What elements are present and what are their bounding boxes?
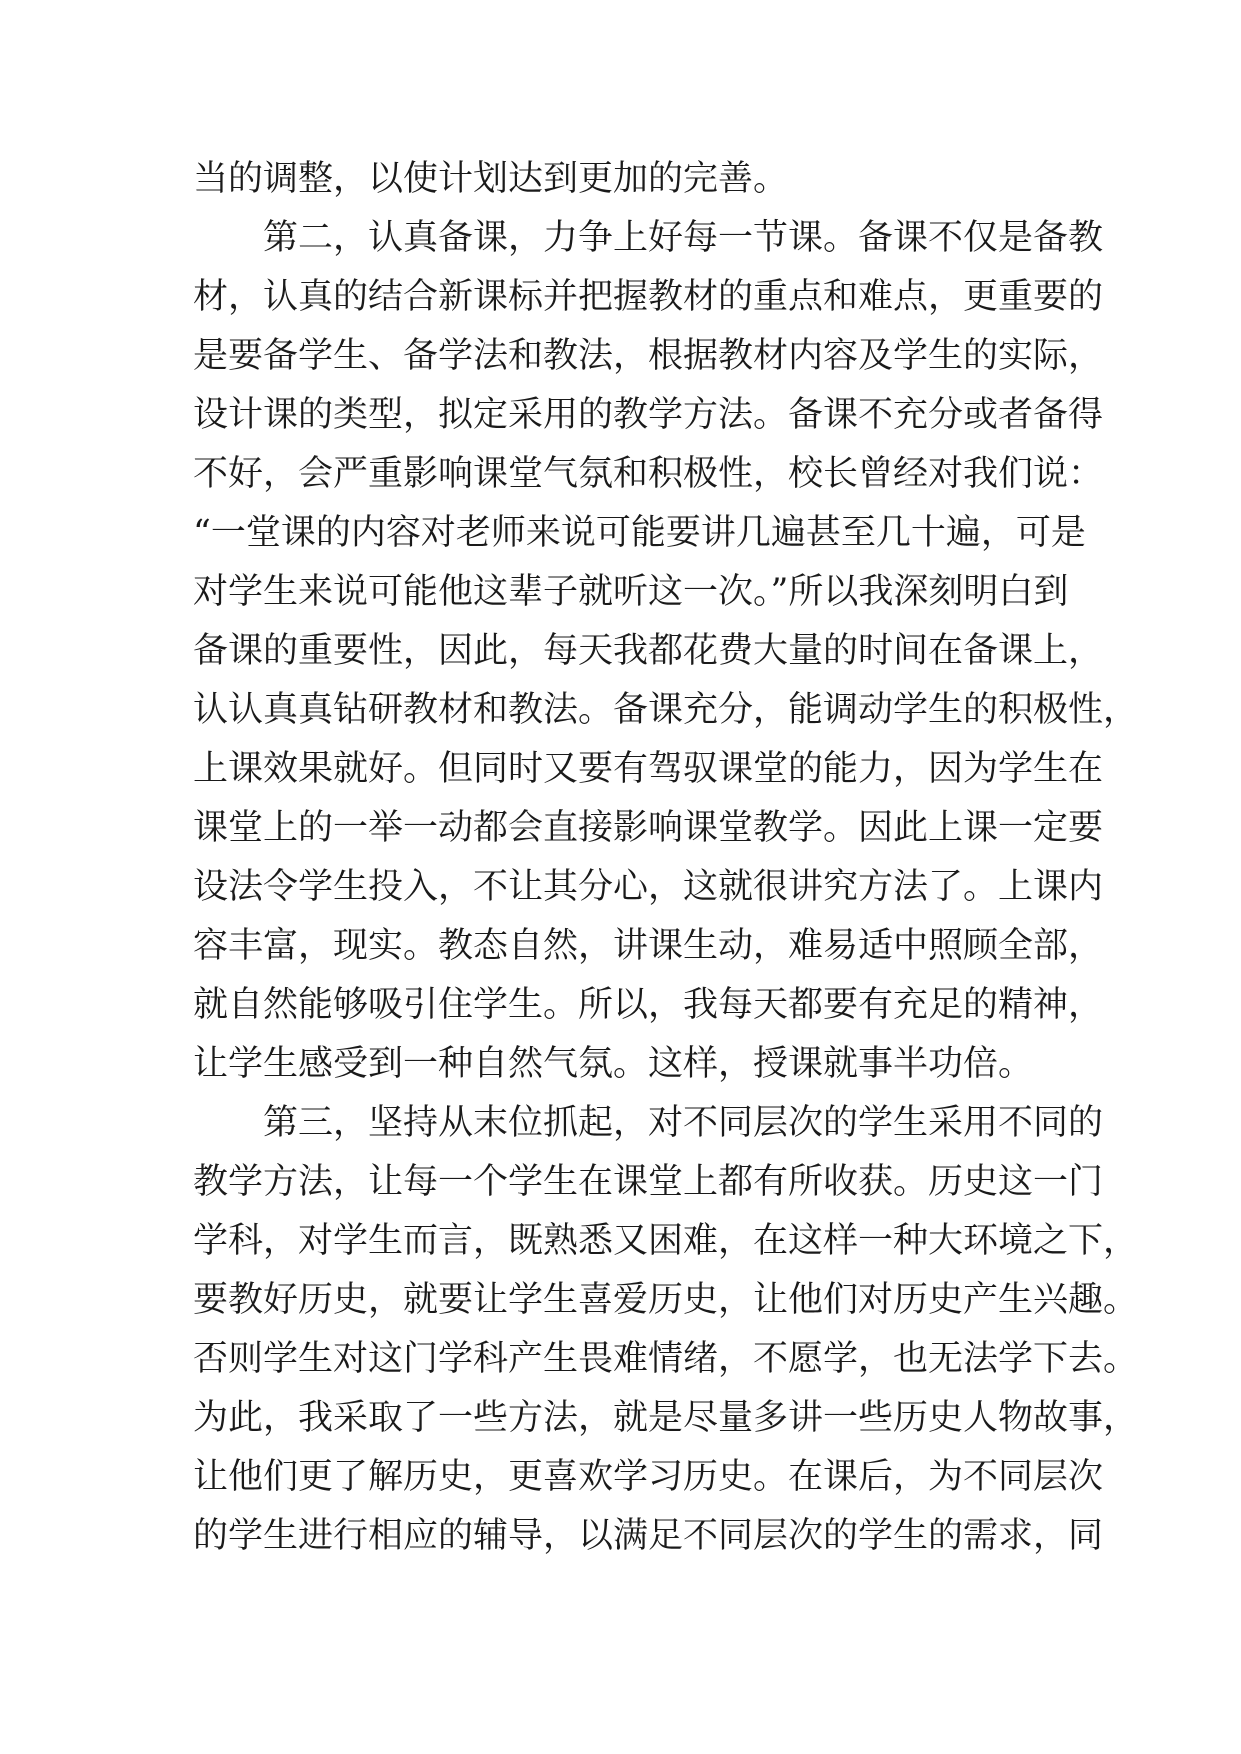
text-line: 为此，我采取了一些方法，就是尽量多讲一些历史人物故事， xyxy=(193,1398,1139,1438)
text-line: 让他们更了解历史，更喜欢学习历史。在课后，为不同层次 xyxy=(193,1457,1104,1497)
text-line: 课堂上的一举一动都会直接影响课堂教学。因此上课一定要 xyxy=(193,808,1104,848)
paragraph-start-line: 第三，坚持从末位抓起，对不同层次的学生采用不同的 xyxy=(193,1103,1104,1143)
text-line: 备课的重要性，因此，每天我都花费大量的时间在备课上， xyxy=(193,631,1104,671)
text-line: 要教好历史，就要让学生喜爱历史，让他们对历史产生兴趣。 xyxy=(193,1280,1139,1320)
paragraph-start-line: 第二，认真备课，力争上好每一节课。备课不仅是备教 xyxy=(193,218,1104,258)
text-line: 对学生来说可能他这辈子就听这一次。”所以我深刻明白到 xyxy=(193,572,1069,612)
text-line: 不好，会严重影响课堂气氛和积极性，校长曾经对我们说： xyxy=(193,454,1104,494)
text-line: 的学生进行相应的辅导，以满足不同层次的学生的需求，同 xyxy=(193,1516,1104,1556)
text-line: 当的调整，以使计划达到更加的完善。 xyxy=(193,159,789,199)
text-line: 让学生感受到一种自然气氛。这样，授课就事半功倍。 xyxy=(193,1044,1034,1084)
text-line: 上课效果就好。但同时又要有驾驭课堂的能力，因为学生在 xyxy=(193,749,1104,789)
text-line: 否则学生对这门学科产生畏难情绪，不愿学，也无法学下去。 xyxy=(193,1339,1139,1379)
text-line: 是要备学生、备学法和教法，根据教材内容及学生的实际， xyxy=(193,336,1104,376)
text-line: 学科，对学生而言，既熟悉又困难，在这样一种大环境之下， xyxy=(193,1221,1139,1261)
text-line: 就自然能够吸引住学生。所以，我每天都要有充足的精神， xyxy=(193,985,1104,1025)
text-line: “一堂课的内容对老师来说可能要讲几遍甚至几十遍，可是 xyxy=(193,513,1086,553)
text-line: 设法令学生投入，不让其分心，这就很讲究方法了。上课内 xyxy=(193,867,1104,907)
text-line: 认认真真钻研教材和教法。备课充分，能调动学生的积极性， xyxy=(193,690,1139,730)
text-line: 教学方法，让每一个学生在课堂上都有所收获。历史这一门 xyxy=(193,1162,1104,1202)
text-line: 设计课的类型，拟定采用的教学方法。备课不充分或者备得 xyxy=(193,395,1104,435)
body-text xyxy=(193,150,1139,1566)
text-line: 容丰富，现实。教态自然，讲课生动，难易适中照顾全部， xyxy=(193,926,1104,966)
text-line: 材，认真的结合新课标并把握教材的重点和难点，更重要的 xyxy=(193,277,1104,317)
